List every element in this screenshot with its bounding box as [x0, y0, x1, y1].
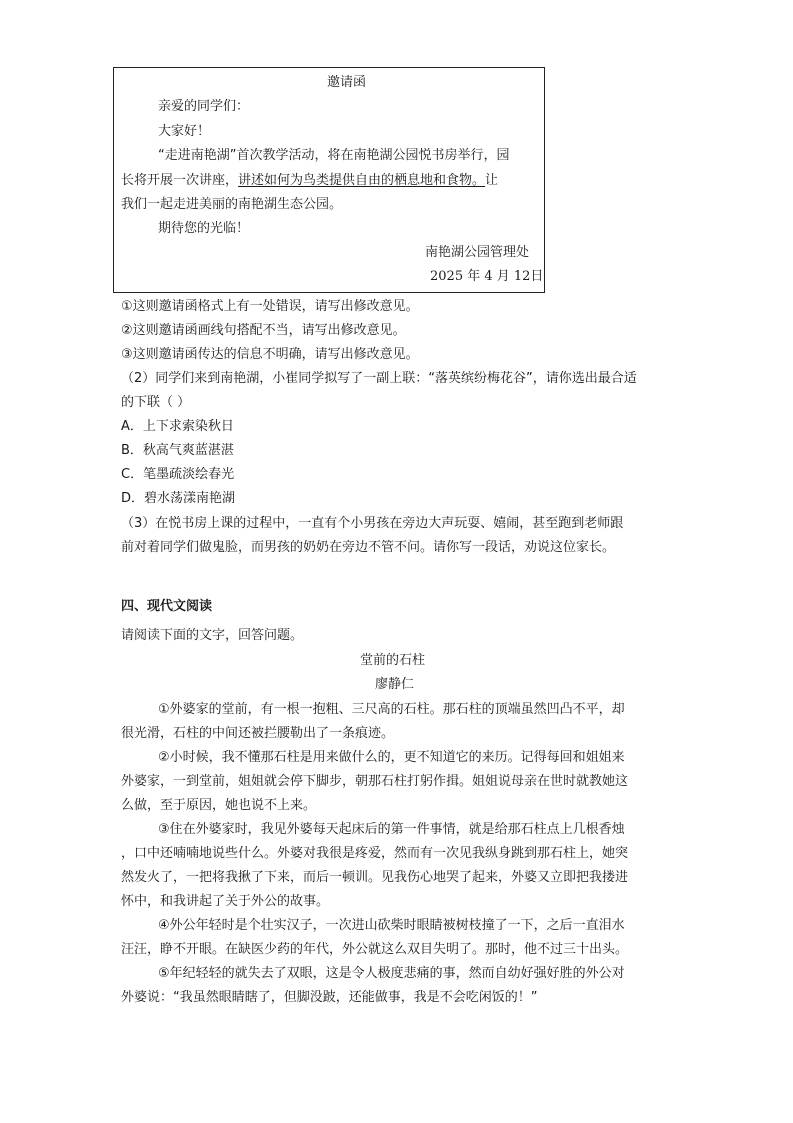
paragraph-2-line-3: 么做，至于原因，她也说不上来。 — [121, 798, 317, 813]
invitation-body-line3: 我们一起走进美丽的南艳湖生态公园。 — [121, 197, 343, 212]
paragraph-5-line-1: ⑤年纪轻轻的就失去了双眼，这是令人极度悲痛的事，然而自幼好强好胜的外公对 — [158, 966, 625, 981]
q1-item-2: ②这则邀请函画线句搭配不当，请写出修改意见。 — [121, 323, 406, 338]
invitation-date: 2025 年 4 月 12日 — [430, 269, 544, 284]
q1-item-3: ③这则邀请函传达的信息不明确，请写出修改意见。 — [121, 347, 419, 362]
q2-option-c: C．笔墨疏淡绘春光 — [121, 467, 235, 482]
q2-prompt-line1: （2）同学们来到南艳湖，小崔同学拟写了一副上联：“落英缤纷梅花谷”，请你选出最合适 — [121, 371, 637, 386]
invitation-body-line2-end: 让 — [485, 173, 499, 188]
invitation-title: 邀请函 — [327, 75, 367, 90]
q2-prompt-line2: 的下联（ ） — [121, 395, 191, 410]
paragraph-5-line-2: 外婆说：“我虽然眼睛瞎了，但脚没跛，还能做事，我是不会吃闲饭的！” — [121, 990, 538, 1005]
underlined-sentence: 讲述如何为鸟类提供自由的栖息地和食物。 — [238, 173, 486, 188]
section-heading: 四、现代文阅读 — [121, 599, 213, 614]
invitation-body-line1: “走进南艳湖”首次教学活动，将在南艳湖公园悦书房举行，园 — [158, 148, 510, 163]
q2-option-d: D．碧水荡漾南艳湖 — [121, 491, 236, 506]
q3-prompt-line1: （3）在悦书房上课的过程中，一直有个小男孩在旁边大声玩耍、嬉闹，甚至跑到老师跟 — [121, 516, 624, 531]
q1-item-1: ①这则邀请函格式上有一处错误，请写出修改意见。 — [121, 299, 419, 314]
invitation-closing: 期待您的光临！ — [158, 221, 250, 236]
paragraph-3-line-4: 怀中，和我讲起了关于外公的故事。 — [121, 894, 330, 909]
paragraph-3-line-1: ③住在外婆家时，我见外婆每天起床后的第一件事情，就是给那石柱点上几根香烛 — [158, 822, 625, 837]
invitation-signature: 南艳湖公园管理处 — [425, 245, 530, 260]
q3-prompt-line2: 前对着同学们做鬼脸，而男孩的奶奶在旁边不管不问。请你写一段话，劝说这位家长。 — [121, 540, 616, 555]
section-instruction: 请阅读下面的文字，回答问题。 — [121, 628, 304, 643]
article-author: 廖静仁 — [375, 677, 415, 692]
paragraph-1-line-1: ①外婆家的堂前，有一根一抱粗、三尺高的石柱。那石柱的顶端虽然凹凸不平，却 — [158, 702, 625, 717]
paragraph-3-line-3: 然发火了，一把将我揪了下来，而后一顿训。见我伤心地哭了起来，外婆又立即把我搂进 — [121, 870, 629, 885]
paragraph-2-line-1: ②小时候，我不懂那石柱是用来做什么的，更不知道它的来历。记得每回和姐姐来 — [158, 750, 625, 765]
paragraph-2-line-2: 外婆家，一到堂前，姐姐就会停下脚步，朝那石柱打躬作揖。姐姐说母亲在世时就教她这 — [121, 774, 629, 789]
invitation-salutation: 亲爱的同学们： — [158, 99, 250, 114]
paragraph-1-line-2: 很光滑，石柱的中间还被拦腰勒出了一条痕迹。 — [121, 726, 395, 741]
invitation-body-line2 — [121, 174, 498, 187]
article-title: 堂前的石柱 — [360, 653, 426, 668]
invitation-body-line2-start: 长将开展一次讲座， — [121, 173, 239, 188]
q2-option-b: B．秋高气爽蓝湛湛 — [121, 443, 234, 458]
paragraph-4-line-2: 汪汪，睁不开眼。在缺医少药的年代，外公就这么双目失明了。那时，他不过三十出头。 — [121, 942, 629, 957]
paragraph-3-line-2: ，口中还喃喃地说些什么。外婆对我很是疼爱，然而有一次见我纵身跳到那石柱上，她突 — [121, 846, 629, 861]
invitation-greeting: 大家好！ — [158, 124, 211, 139]
q2-option-a: A．上下求索染秋日 — [121, 419, 234, 434]
paragraph-4-line-1: ④外公年轻时是个壮实汉子，一次进山砍柴时眼睛被树枝撞了一下，之后一直泪水 — [158, 918, 625, 933]
